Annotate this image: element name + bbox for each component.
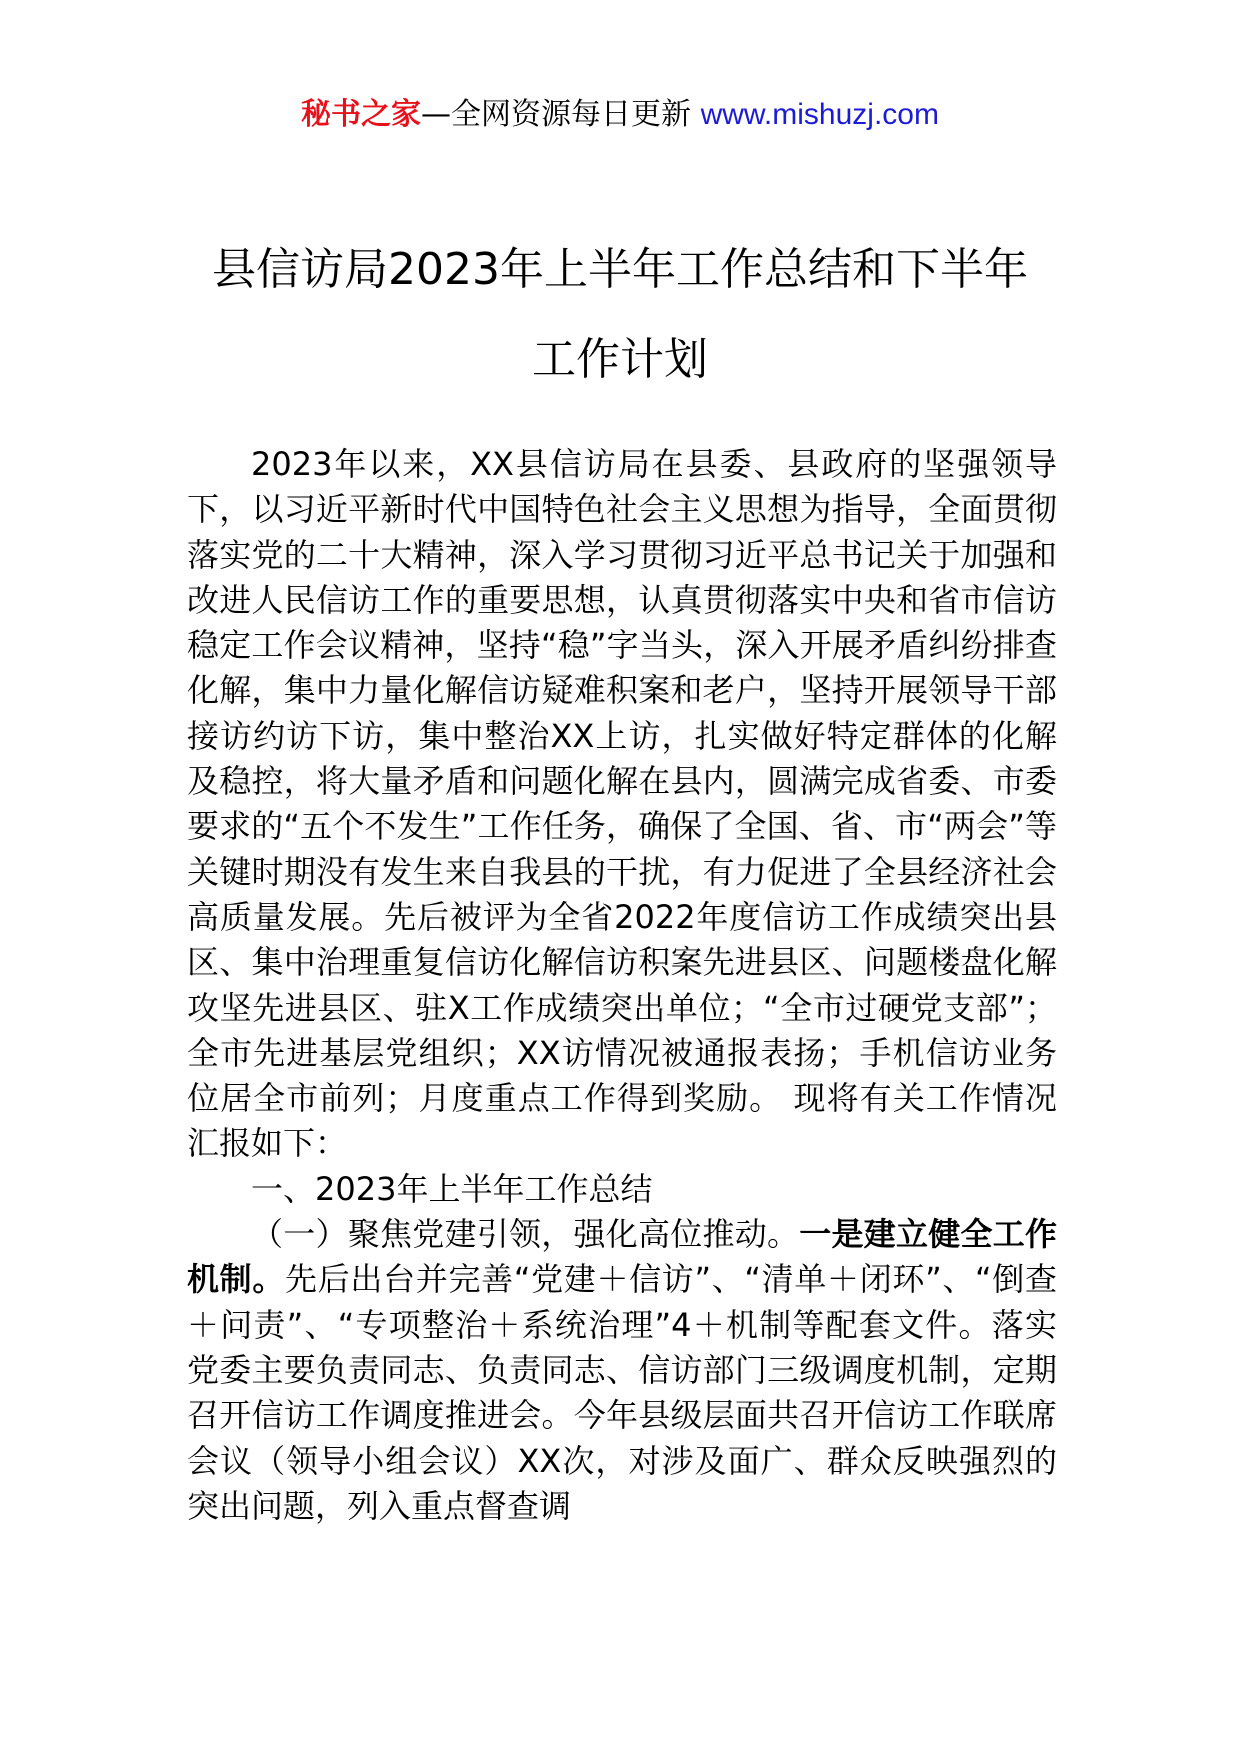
site-url-link[interactable]: www.mishuzj.com	[700, 98, 939, 131]
section-heading: 一、2023年上半年工作总结	[251, 1169, 653, 1208]
site-tagline: —全网资源每日更新	[421, 97, 692, 132]
brand-name: 秘书之家	[301, 97, 422, 132]
title-line-1: 县信访局2023年上半年工作总结和下半年	[212, 244, 1028, 295]
document-body	[187, 442, 1057, 1529]
subsection-bold-lead: 一是建立健全工作机制。	[187, 1215, 1057, 1299]
document-title	[150, 225, 1090, 405]
title-line-2: 工作计划	[532, 334, 708, 385]
intro-paragraph: 2023年以来，XX县信访局在县委、县政府的坚强领导下，以习近平新时代中国特色社会主义思想为指导，全面贯彻落实党的二十大精神，深入学习贯彻习近平总书记关于加强和改进人民信访工作的重要思想，认真贯彻落实中央和省市信访稳定工作会议精神，坚持“稳”字当头，深入开展矛盾纠纷排查化解，集中力量化解信访疑难积案和老户，坚持开展领导干部接访约访下访，集中整治XX上访，扎实做好特定群体的化解及稳控，将大量矛盾和问题化解在县内，圆满完成省委、市委要求的“五个不发生”工作任务，确保了全国、省、市“两会”等关键时期没有发生来自我县的干扰，有力促进了全县经济社会高质量发展。先后被评为全省2022年度信访工作成绩突出县区、集中治理重复信访化解信访积案先进县区、问题楼盘化解攻坚先进县区、驻X工作成绩突出单位；“全市过硬党支部”；全市先进基层党组织；XX访情况被通报表扬；手机信访业务位居全市前列；月度重点工作得到奖励。 现将有关工作情况汇报如下：	[187, 445, 1057, 1163]
subsection-text: 先后出台并完善“党建＋信访”、“清单＋闭环”、“倒查＋问责”、“专项整治＋系统治理”4＋机制等配套文件。落实党委主要负责同志、负责同志、信访部门三级调度机制，定期召开信访工作调度推进会。今年县级层面共召开信访工作联席会议（领导小组会议）XX次，对涉及面广、群众反映强烈的突出问题，列入重点督查调	[187, 1260, 1057, 1525]
subsection-paragraph	[187, 1212, 1057, 1529]
site-header	[0, 95, 1240, 135]
subsection-heading: （一）聚焦党建引领，强化高位推动。	[251, 1215, 800, 1254]
